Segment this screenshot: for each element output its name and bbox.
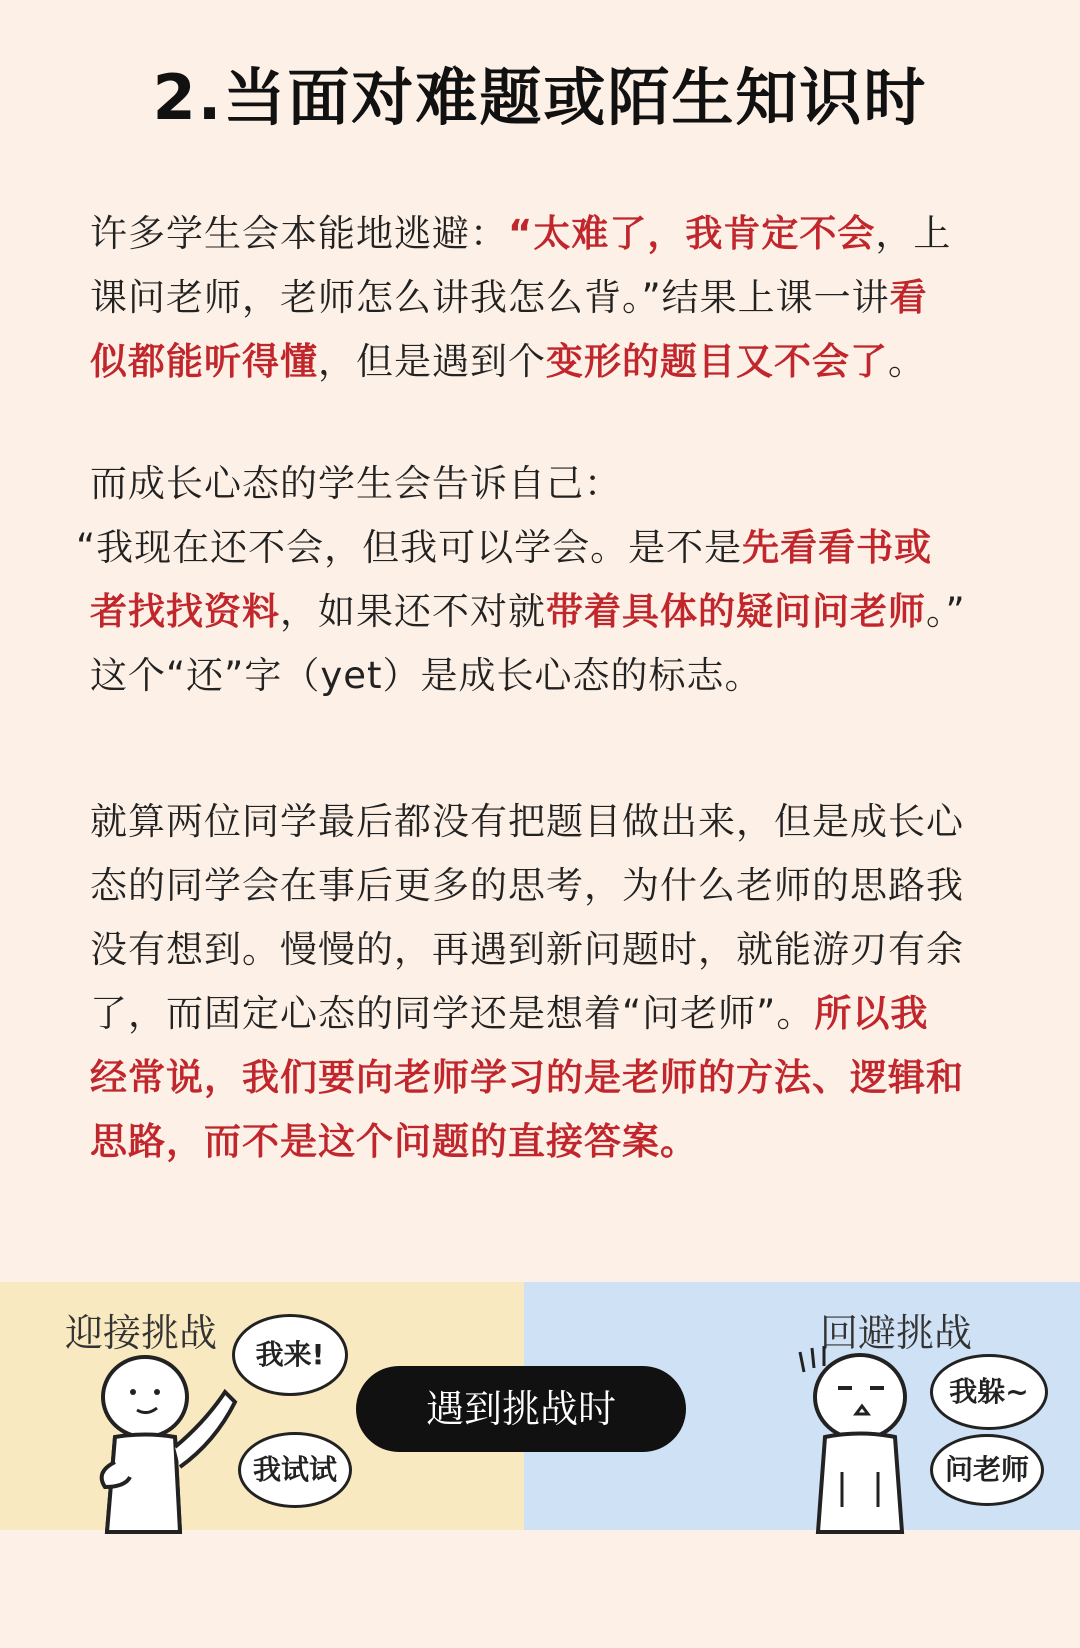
illustration-strip <box>0 1282 1080 1530</box>
speech-bubble-i-hide: 我躲~ <box>930 1354 1048 1430</box>
highlight-text: 带着具体的疑问问老师 <box>546 590 926 633</box>
text-segment: 许多学生会本能地逃避： <box>90 212 508 255</box>
highlight-text: 者找找资料 <box>90 590 280 633</box>
speech-bubble-ask-teacher: 问老师 <box>930 1434 1044 1506</box>
paragraph-conclusion <box>90 790 1010 1174</box>
highlight-text: 似都能听得懂 <box>90 340 318 383</box>
text-segment: 。” <box>926 590 966 633</box>
accept-challenge-label: 迎接挑战 <box>65 1311 218 1355</box>
avoiding-figure-illustration <box>790 1342 940 1532</box>
text-line: 没有想到。慢慢的，再遇到新问题时，就能游刃有余 <box>90 928 964 971</box>
text-segment: ，上 <box>875 212 952 255</box>
text-segment: ，但是遇到个 <box>318 340 546 383</box>
text-line <box>90 580 1010 644</box>
paragraph-avoidance <box>90 202 1010 394</box>
text-segment: 了，而固定心态的同学还是想着“问老师”。 <box>90 992 815 1035</box>
highlight-text: 所以我 <box>814 992 929 1035</box>
text-line: 思路，而不是这个问题的直接答案。 <box>90 1120 698 1163</box>
text-line <box>90 266 1010 330</box>
text-line <box>90 982 1010 1046</box>
text-line: 经常说，我们要向老师学习的是老师的方法、逻辑和 <box>90 1056 964 1099</box>
text-line <box>76 516 1010 580</box>
text-line: 这个“还”字（yet）是成长心态的标志。 <box>90 654 763 697</box>
page-title: 2.当面对难题或陌生知识时 <box>152 61 928 134</box>
encounter-challenge-pill: 遇到挑战时 <box>356 1366 686 1452</box>
text-line: 而成长心态的学生会告诉自己： <box>90 462 622 505</box>
highlight-text: “太难了，我肯定不会 <box>508 212 876 255</box>
highlight-text: 先看看书或 <box>742 526 933 569</box>
highlight-text: 看 <box>889 276 928 319</box>
text-line: 态的同学会在事后更多的思考，为什么老师的思路我 <box>90 864 964 907</box>
confident-figure-illustration <box>85 1352 245 1532</box>
speech-bubble-i-try: 我试试 <box>238 1432 352 1508</box>
speech-bubble-i-come: 我来! <box>232 1314 348 1396</box>
highlight-text: 变形的题目又不会了 <box>546 340 888 383</box>
text-segment: ，如果还不对就 <box>280 590 546 633</box>
text-line <box>90 202 1010 266</box>
paragraph-growth-mindset <box>76 452 1010 708</box>
text-segment: 课问老师，老师怎么讲我怎么背。”结果上课一讲 <box>90 276 890 319</box>
text-line: 就算两位同学最后都没有把题目做出来，但是成长心 <box>90 800 964 843</box>
text-segment: “我现在还不会，但我可以学会。是不是 <box>76 526 743 569</box>
avoid-challenge-label: 回避挑战 <box>820 1311 973 1355</box>
text-line <box>90 330 1010 394</box>
text-segment: 。 <box>888 340 926 383</box>
